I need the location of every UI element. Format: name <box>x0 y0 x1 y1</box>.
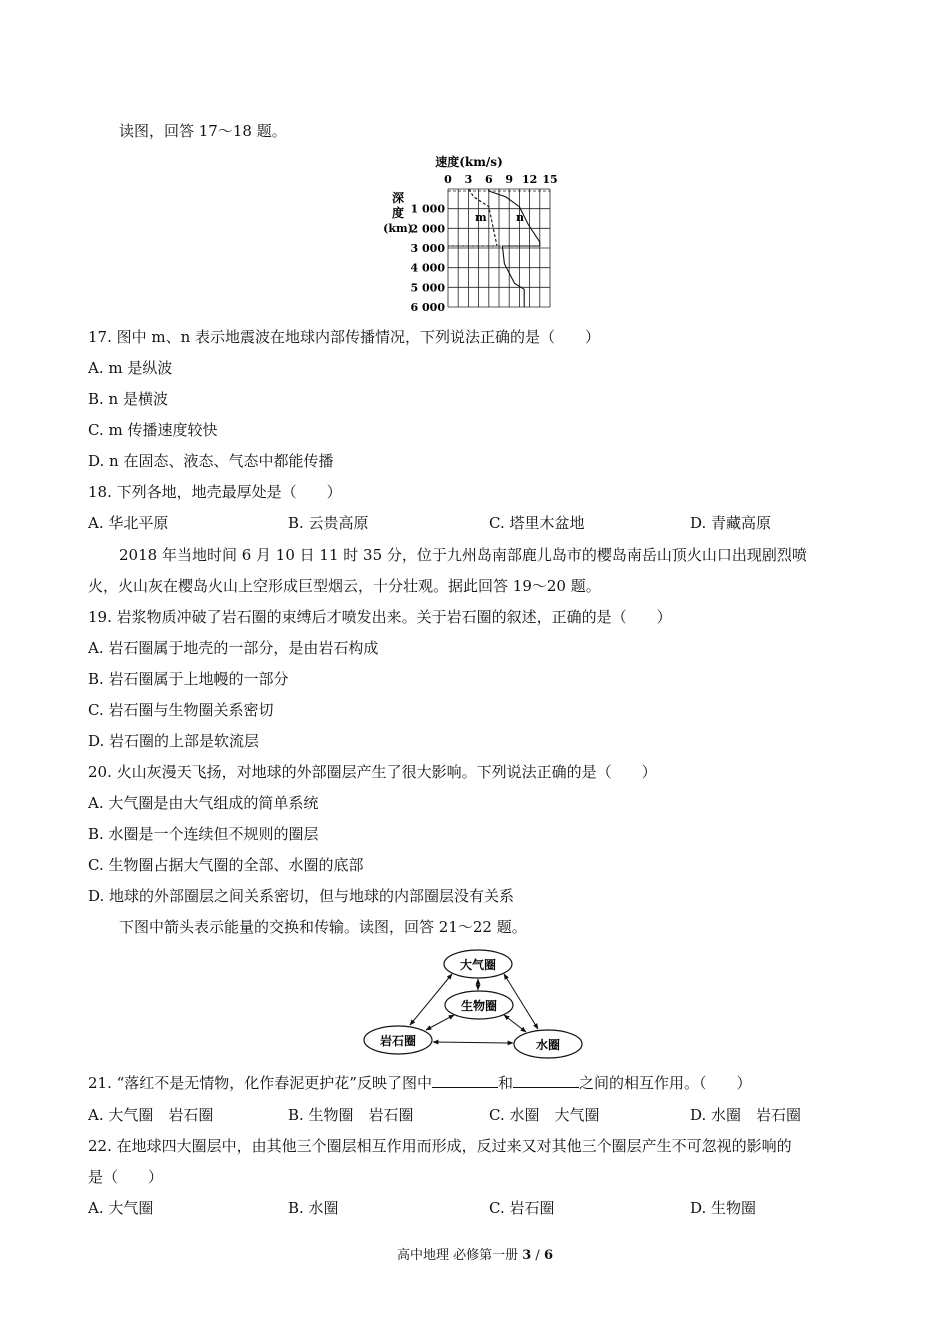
x-tick-label: 0 <box>444 173 452 186</box>
q18-option-d[interactable]: D. 青藏高原 <box>690 514 772 532</box>
q21-option-c[interactable]: C. 水圈 大气圈 <box>489 1106 600 1124</box>
arrow-atmosphere-lithosphere <box>410 974 452 1025</box>
q17-option-b[interactable]: B. n 是横波 <box>88 390 168 408</box>
footer-total: 6 <box>543 1248 553 1263</box>
y-tick-label: 1 000 <box>410 202 445 216</box>
intro-17-18: 读图，回答 17～18 题。 <box>119 122 287 140</box>
q21-stem-part1: 21. “落红不是无情物，化作春泥更护花”反映了图中 <box>88 1074 432 1092</box>
q21-option-b[interactable]: B. 生物圈 岩石圈 <box>288 1106 414 1124</box>
q22-stem-line1: 22. 在地球四大圈层中，由其他三个圈层相互作用而形成，反过来又对其他三个圈层产生不可忽视的影响的 <box>88 1137 792 1155</box>
q21-blank-2[interactable] <box>513 1073 579 1088</box>
hydrosphere-label: 水圈 <box>535 1038 561 1052</box>
q18-option-c[interactable]: C. 塔里木盆地 <box>489 514 585 532</box>
lithosphere-label: 岩石圈 <box>379 1034 417 1048</box>
arrow-biosphere-lithosphere <box>426 1015 454 1030</box>
q22-option-a[interactable]: A. 大气圈 <box>88 1199 154 1217</box>
q17-option-a[interactable]: A. m 是纵波 <box>88 359 173 377</box>
q22-option-d[interactable]: D. 生物圈 <box>690 1199 757 1217</box>
seismic-wave-chart <box>380 152 580 314</box>
q21-stem-part3: 之间的相互作用。（ ） <box>578 1074 752 1092</box>
q22-option-c[interactable]: C. 岩石圈 <box>489 1199 555 1217</box>
q17-stem: 17. 图中 m、n 表示地震波在地球内部传播情况，下列说法正确的是（ ） <box>88 328 601 346</box>
chart-title: 速度(km/s) <box>435 155 503 169</box>
arrow-biosphere-hydrosphere <box>504 1015 526 1032</box>
arrow-lithosphere-hydrosphere <box>433 1042 513 1043</box>
chart-grid <box>448 189 550 307</box>
q22-option-b[interactable]: B. 水圈 <box>288 1199 339 1217</box>
q19-option-d[interactable]: D. 岩石圈的上部是软流层 <box>88 732 260 750</box>
q19-option-c[interactable]: C. 岩石圈与生物圈关系密切 <box>88 701 274 719</box>
q20-option-c[interactable]: C. 生物圈占据大气圈的全部、水圈的底部 <box>88 856 364 874</box>
y-label-1: 深 <box>391 191 405 205</box>
x-tick-label: 9 <box>505 173 514 186</box>
q17-option-c[interactable]: C. m 传播速度较快 <box>88 421 218 439</box>
sphere-interaction-diagram <box>358 946 594 1060</box>
y-label-2: 度 <box>391 206 405 220</box>
y-label-3: (km) <box>383 222 413 235</box>
q21-stem-part2: 和 <box>497 1074 513 1092</box>
y-tick-label: 6 000 <box>410 301 445 314</box>
intro-19-20-line1: 2018 年当地时间 6 月 10 日 11 时 35 分，位于九州岛南部鹿儿岛市的樱岛南岳山顶火山口出现剧烈喷 <box>119 546 807 564</box>
q18-option-b[interactable]: B. 云贵高原 <box>288 514 369 532</box>
footer-text: 高中地理 必修第一册 <box>396 1248 523 1263</box>
x-tick-labels <box>444 173 557 186</box>
q21-option-a[interactable]: A. 大气圈 岩石圈 <box>88 1106 214 1124</box>
q20-option-a[interactable]: A. 大气圈是由大气组成的简单系统 <box>88 794 319 812</box>
footer-sep: / <box>531 1248 544 1263</box>
label-n: n <box>516 211 524 224</box>
q21-option-d[interactable]: D. 水圈 岩石圈 <box>690 1106 802 1124</box>
y-tick-labels <box>411 203 446 314</box>
q21-blank-1[interactable] <box>432 1073 498 1088</box>
q19-option-a[interactable]: A. 岩石圈属于地壳的一部分，是由岩石构成 <box>88 639 379 657</box>
label-m: m <box>475 211 487 224</box>
q21-stem <box>88 1073 752 1093</box>
q17-option-d[interactable]: D. n 在固态、液态、气态中都能传播 <box>88 452 334 470</box>
q18-stem: 18. 下列各地，地壳最厚处是（ ） <box>88 483 342 501</box>
x-tick-label: 6 <box>484 173 493 186</box>
x-tick-label: 12 <box>521 173 538 186</box>
atmosphere-label: 大气圈 <box>459 958 497 972</box>
page-footer <box>0 1247 950 1265</box>
intro-21-22: 下图中箭头表示能量的交换和传输。读图，回答 21～22 题。 <box>119 918 527 936</box>
x-tick-label: 15 <box>542 173 558 186</box>
q20-option-b[interactable]: B. 水圈是一个连续但不规则的圈层 <box>88 825 319 843</box>
y-tick-label: 2 000 <box>410 222 445 236</box>
intro-19-20-line2: 火，火山灰在樱岛火山上空形成巨型烟云，十分壮观。据此回答 19～20 题。 <box>88 577 601 595</box>
q22-stem-line2: 是（ ） <box>88 1168 164 1186</box>
q20-stem: 20. 火山灰漫天飞扬，对地球的外部圈层产生了很大影响。下列说法正确的是（ ） <box>88 763 657 781</box>
y-axis-label <box>383 190 413 235</box>
y-tick-label: 4 000 <box>410 261 445 275</box>
x-tick-label: 3 <box>464 173 473 186</box>
y-tick-label: 5 000 <box>410 281 445 295</box>
y-tick-label: 3 000 <box>410 242 445 255</box>
q19-option-b[interactable]: B. 岩石圈属于上地幔的一部分 <box>88 670 289 688</box>
footer-page: 3 <box>522 1248 532 1263</box>
q19-stem: 19. 岩浆物质冲破了岩石圈的束缚后才喷发出来。关于岩石圈的叙述，正确的是（ ） <box>88 608 672 626</box>
series-m-line <box>448 189 497 246</box>
q18-option-a[interactable]: A. 华北平原 <box>88 514 169 532</box>
q20-option-d[interactable]: D. 地球的外部圈层之间关系密切，但与地球的内部圈层没有关系 <box>88 887 515 905</box>
biosphere-label: 生物圈 <box>460 999 498 1013</box>
